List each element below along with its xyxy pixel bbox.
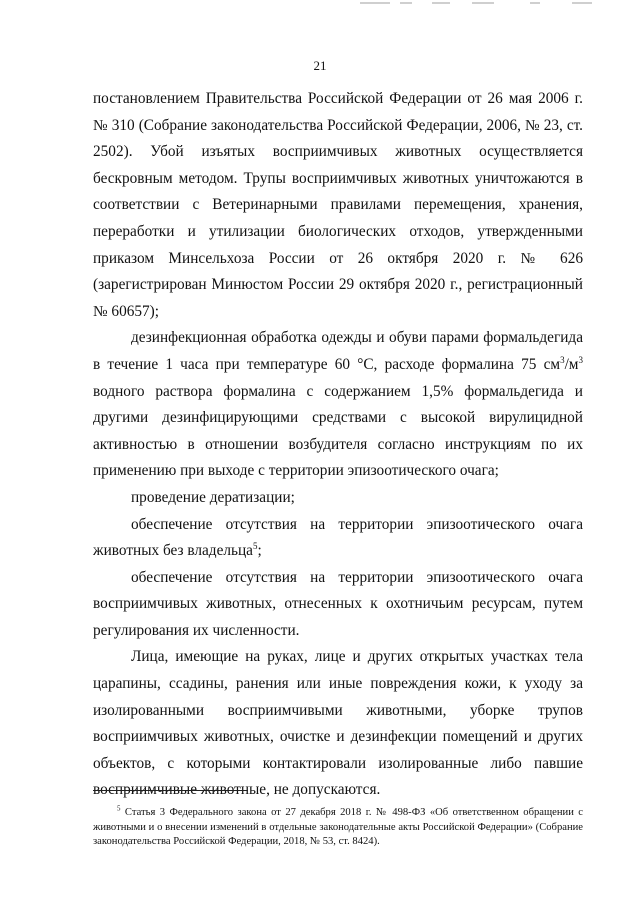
ownerless-animals-tail: ; xyxy=(257,542,262,560)
footnote-divider xyxy=(93,790,248,791)
main-text xyxy=(93,86,583,804)
disinfection-text-end: водного раствора формалина с содержанием 1,5% формальдегида и другими дезинфицирующими средствами с высокой вирулицидной активностью в отношении возбудителя согласно инструкциям по их применению при выходе с территории эпизоотического очага; xyxy=(93,382,583,480)
paragraph-ownerless-animals xyxy=(93,512,583,565)
footnote-marker: 5 xyxy=(117,804,121,813)
unit-divider: /м xyxy=(564,355,579,373)
paragraph-hunting-resources: обеспечение отсутствия на территории эпизоотического очага восприимчивых животных, отнесенных к охотничьим ресурсам, путем регулирования их численности. xyxy=(93,568,583,639)
footnote-reference[interactable]: 5 xyxy=(252,541,258,551)
footnote-text: Статья 3 Федерального закона от 27 декабря 2018 г. № 498-ФЗ «Об ответственном обращении с животными и о внесении изменений в отдельные законодательные акты Российской Федерации» (Собрание законодательства Российской Федерации, 2018, № 53, ст. 8424). xyxy=(93,807,583,848)
superscript-3: 3 xyxy=(578,354,583,365)
paragraph-carcass-disposal: постановлением Правительства Российской Федерации от 26 мая 2006 г. № 310 (Собрание законодательства Российской Федерации, 2006, № 23, ст. 2502). Убой изъятых восприимчивых животных осуществляется бескровным методом. Трупы восприимчивых животных уничтожаются в соответствии с Ветеринарными правилами перемещения, хранения, переработки и утилизации биологических отходов, утвержденными приказом Минсельхоза России от 26 октября 2020 г. № 626 (зарегистрирован Минюстом России 29 октября 2020 г., регистрационный № 60657); xyxy=(93,90,583,320)
footnote xyxy=(93,806,583,850)
disinfection-text-start: дезинфекционная обработка одежды и обуви парами формальдегида в течение 1 часа при температуре 60 °С, расходе формалина 75 см xyxy=(93,329,583,373)
paragraph-deratization: проведение дератизации; xyxy=(131,488,295,506)
superscript-3: 3 xyxy=(560,354,565,365)
paragraph-personnel-restrictions: Лица, имеющие на руках, лице и других открытых участках тела царапины, ссадины, ранения или иные повреждения кожи, к уходу за изолированными восприимчивыми животными, уборке трупов восприимчивых животных, очистке и дезинфекции помещений и других объектов, с которыми контактировали изолированные либо павшие восприимчивые животные, не допускаются. xyxy=(93,648,583,799)
ownerless-animals-text: обеспечение отсутствия на территории эпизоотического очага животных без владельца xyxy=(93,515,583,560)
page-number: 21 xyxy=(313,58,327,73)
paragraph-disinfection xyxy=(93,325,583,485)
scan-artifacts xyxy=(360,2,620,5)
